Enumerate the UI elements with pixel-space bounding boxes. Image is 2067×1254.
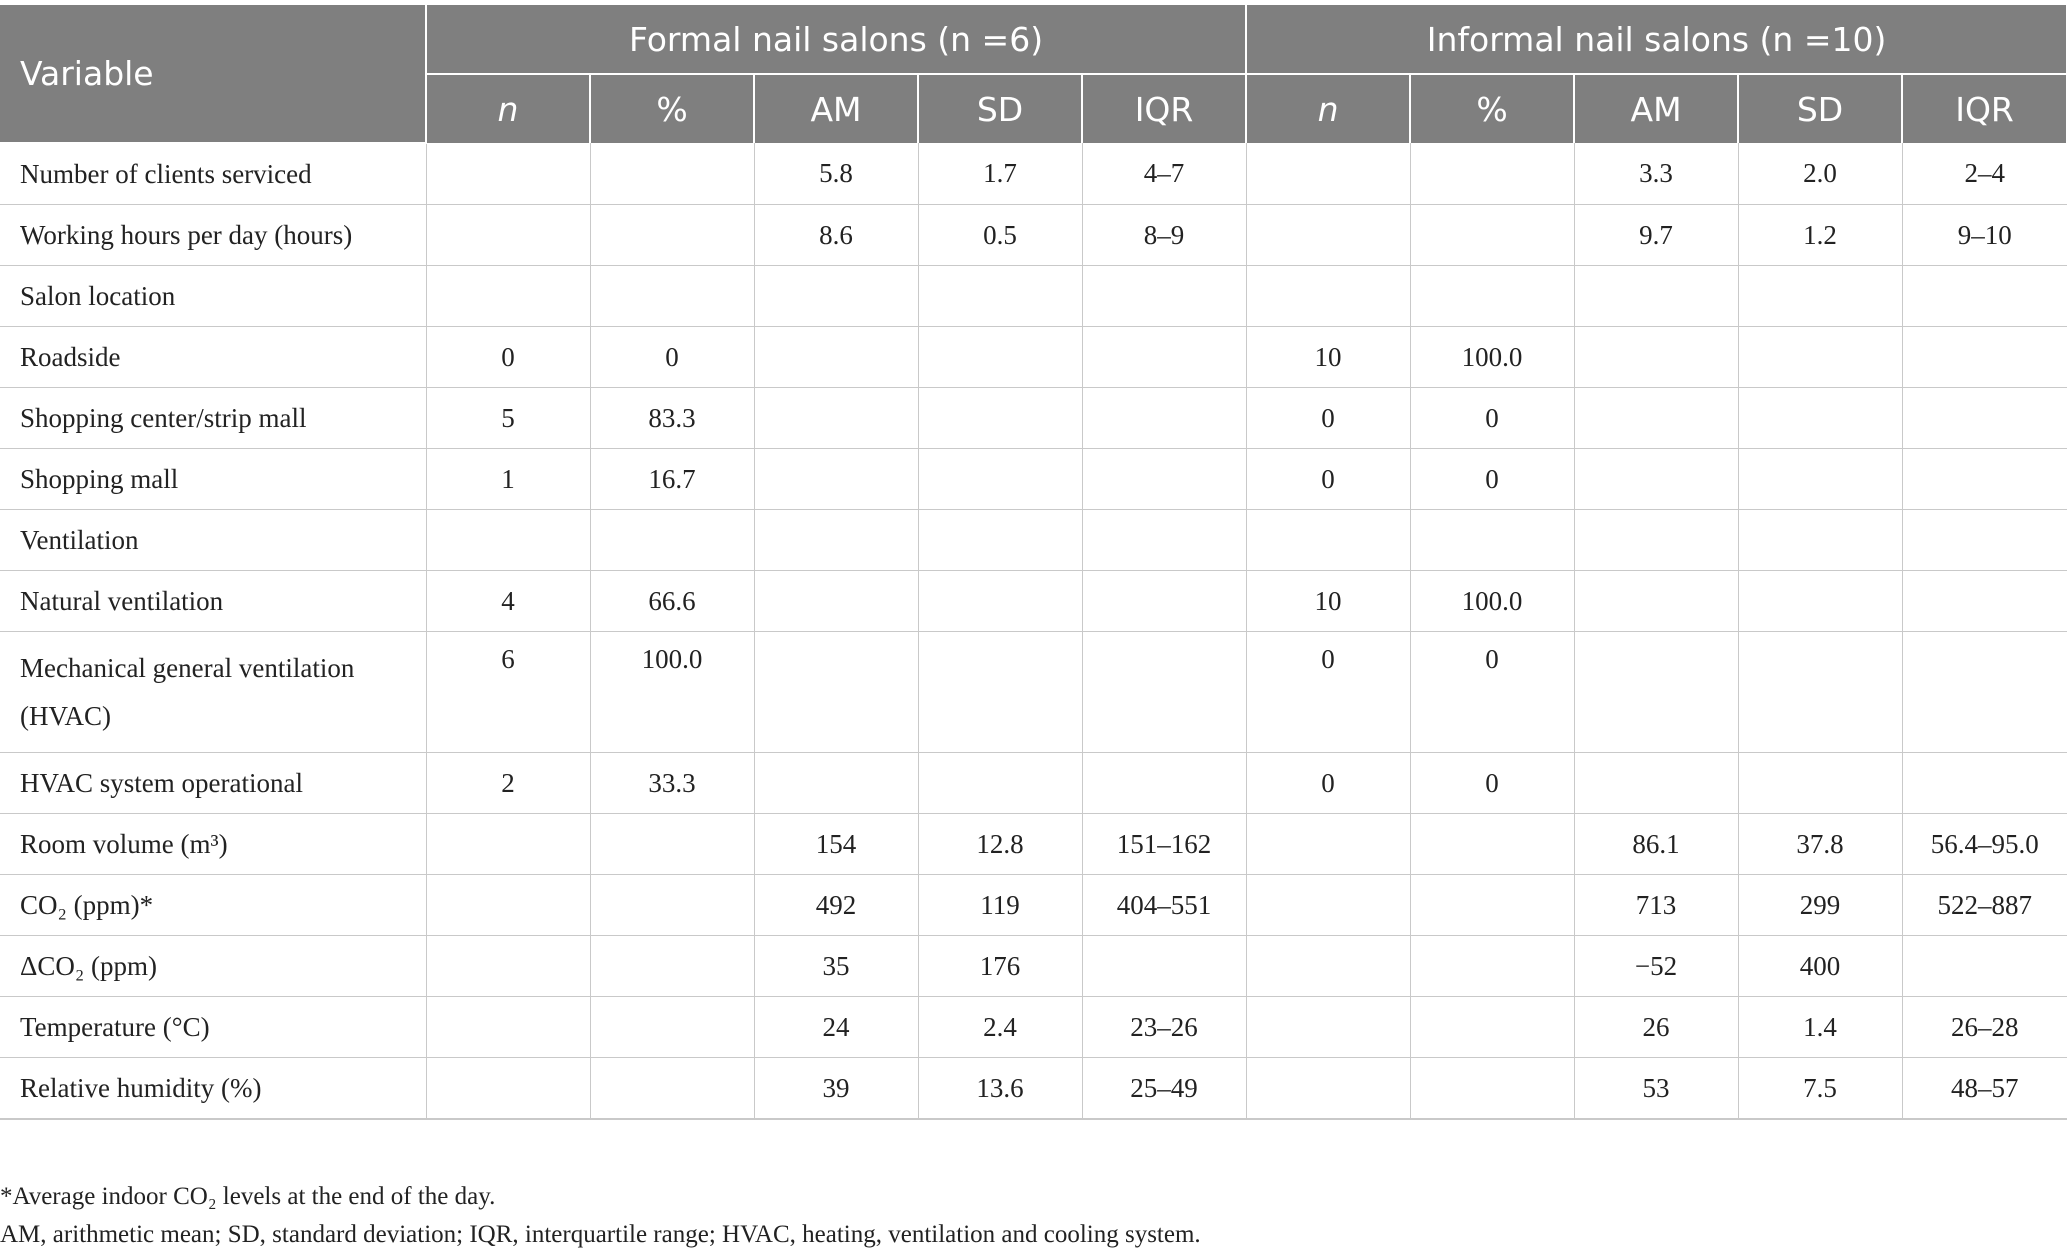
value-cell: 0 [1410, 753, 1574, 814]
value-cell [1246, 205, 1410, 266]
value-cell: 176 [918, 936, 1082, 997]
value-cell [918, 327, 1082, 388]
value-cell [426, 205, 590, 266]
value-cell: 100.0 [1410, 571, 1574, 632]
value-cell [1738, 327, 1902, 388]
value-cell [1246, 510, 1410, 571]
value-cell: 100.0 [1410, 327, 1574, 388]
value-cell: 24 [754, 997, 918, 1058]
value-cell [426, 936, 590, 997]
value-cell: 35 [754, 936, 918, 997]
value-cell: 404–551 [1082, 875, 1246, 936]
sub-header-formal-pct: % [590, 74, 754, 143]
table-row [0, 571, 2067, 632]
value-cell [1410, 1058, 1574, 1119]
value-cell [1902, 449, 2067, 510]
value-cell [1902, 327, 2067, 388]
sub-header-formal-n: n [426, 74, 590, 143]
value-cell [1082, 753, 1246, 814]
value-cell [1574, 266, 1738, 327]
value-cell: 26 [1574, 997, 1738, 1058]
table-row [0, 814, 2067, 875]
value-cell [754, 510, 918, 571]
value-cell [754, 266, 918, 327]
value-cell [1082, 388, 1246, 449]
table-row [0, 1058, 2067, 1119]
value-cell [754, 632, 918, 753]
variable-cell: Salon location [0, 266, 426, 327]
table-row [0, 205, 2067, 266]
table-row [0, 936, 2067, 997]
value-cell [1902, 632, 2067, 753]
footnote-abbreviations: AM, arithmetic mean; SD, standard deviation; IQR, interquartile range; HVAC, heating, ventilation and cooling system. [0, 1221, 1201, 1248]
value-cell: 0 [1410, 388, 1574, 449]
variable-cell: Ventilation [0, 510, 426, 571]
value-cell: 0 [1246, 632, 1410, 753]
footnote-co2: *Average indoor CO₂ levels at the end of the day. [0, 1183, 496, 1210]
variable-cell: Working hours per day (hours) [0, 205, 426, 266]
value-cell [918, 388, 1082, 449]
value-cell: 3.3 [1574, 143, 1738, 205]
value-cell: −52 [1574, 936, 1738, 997]
variable-cell: Roadside [0, 327, 426, 388]
value-cell: 492 [754, 875, 918, 936]
variable-column-header: Variable [0, 5, 426, 143]
value-cell [1082, 449, 1246, 510]
value-cell: 400 [1738, 936, 1902, 997]
value-cell [1902, 266, 2067, 327]
value-cell [590, 814, 754, 875]
value-cell: 4 [426, 571, 590, 632]
value-cell: 86.1 [1574, 814, 1738, 875]
value-cell [590, 510, 754, 571]
value-cell: 2–4 [1902, 143, 2067, 205]
value-cell: 0 [1246, 753, 1410, 814]
variable-cell: Shopping mall [0, 449, 426, 510]
value-cell [1410, 936, 1574, 997]
value-cell [1410, 814, 1574, 875]
table-row [0, 449, 2067, 510]
value-cell: 48–57 [1902, 1058, 2067, 1119]
table-row [0, 875, 2067, 936]
value-cell [1574, 388, 1738, 449]
value-cell: 53 [1574, 1058, 1738, 1119]
table-row [0, 266, 2067, 327]
value-cell [1574, 571, 1738, 632]
data-table [0, 5, 2067, 1119]
value-cell [1902, 388, 2067, 449]
value-cell [1246, 1058, 1410, 1119]
value-cell [1082, 571, 1246, 632]
value-cell [1738, 388, 1902, 449]
value-cell [754, 571, 918, 632]
value-cell [1246, 266, 1410, 327]
value-cell [1410, 997, 1574, 1058]
footnotes [0, 1178, 2067, 1254]
value-cell: 6 [426, 632, 590, 753]
table-header [0, 5, 2067, 143]
value-cell [1738, 632, 1902, 753]
value-cell: 2 [426, 753, 590, 814]
value-cell: 7.5 [1738, 1058, 1902, 1119]
value-cell: 23–26 [1082, 997, 1246, 1058]
value-cell: 1.2 [1738, 205, 1902, 266]
variable-cell: ΔCO₂ (ppm) [0, 936, 426, 997]
value-cell [1246, 814, 1410, 875]
value-cell [1902, 936, 2067, 997]
sub-header-informal-iqr: IQR [1902, 74, 2067, 143]
table-body [0, 143, 2067, 1119]
value-cell: 299 [1738, 875, 1902, 936]
table-row [0, 327, 2067, 388]
table-row [0, 143, 2067, 205]
table-row [0, 997, 2067, 1058]
value-cell [918, 753, 1082, 814]
value-cell: 10 [1246, 327, 1410, 388]
variable-cell: Room volume (m³) [0, 814, 426, 875]
value-cell: 5 [426, 388, 590, 449]
value-cell: 25–49 [1082, 1058, 1246, 1119]
variable-cell: CO₂ (ppm)* [0, 875, 426, 936]
value-cell [426, 143, 590, 205]
value-cell [1738, 449, 1902, 510]
table-row [0, 753, 2067, 814]
value-cell [1082, 632, 1246, 753]
value-cell [1082, 266, 1246, 327]
value-cell [1902, 753, 2067, 814]
value-cell: 2.4 [918, 997, 1082, 1058]
value-cell [1574, 753, 1738, 814]
value-cell [426, 1058, 590, 1119]
value-cell [1246, 936, 1410, 997]
sub-header-formal-am: AM [754, 74, 918, 143]
value-cell: 12.8 [918, 814, 1082, 875]
value-cell [918, 632, 1082, 753]
value-cell [1574, 510, 1738, 571]
value-cell: 8–9 [1082, 205, 1246, 266]
value-cell [1082, 936, 1246, 997]
sub-header-informal-pct: % [1410, 74, 1574, 143]
value-cell [426, 814, 590, 875]
variable-cell: Shopping center/strip mall [0, 388, 426, 449]
value-cell [590, 266, 754, 327]
value-cell [1738, 266, 1902, 327]
value-cell: 0 [1246, 449, 1410, 510]
value-cell: 16.7 [590, 449, 754, 510]
value-cell: 10 [1246, 571, 1410, 632]
value-cell [1246, 997, 1410, 1058]
value-cell [1902, 571, 2067, 632]
value-cell: 522–887 [1902, 875, 2067, 936]
value-cell: 154 [754, 814, 918, 875]
value-cell: 1.7 [918, 143, 1082, 205]
value-cell [590, 936, 754, 997]
value-cell: 8.6 [754, 205, 918, 266]
value-cell: 0 [1410, 449, 1574, 510]
variable-cell: Natural ventilation [0, 571, 426, 632]
value-cell [426, 997, 590, 1058]
value-cell [1738, 510, 1902, 571]
value-cell: 33.3 [590, 753, 754, 814]
value-cell: 0.5 [918, 205, 1082, 266]
formal-group-header: Formal nail salons (n =6) [426, 5, 1246, 74]
sub-header-informal-n: n [1246, 74, 1410, 143]
value-cell: 713 [1574, 875, 1738, 936]
value-cell [1410, 143, 1574, 205]
value-cell: 0 [590, 327, 754, 388]
value-cell [918, 266, 1082, 327]
value-cell [426, 510, 590, 571]
sub-header-informal-sd: SD [1738, 74, 1902, 143]
value-cell: 0 [426, 327, 590, 388]
value-cell: 83.3 [590, 388, 754, 449]
value-cell [754, 449, 918, 510]
value-cell: 1.4 [1738, 997, 1902, 1058]
value-cell: 4–7 [1082, 143, 1246, 205]
variable-cell: Temperature (°C) [0, 997, 426, 1058]
value-cell: 66.6 [590, 571, 754, 632]
value-cell [1410, 510, 1574, 571]
table-row [0, 388, 2067, 449]
value-cell [1902, 510, 2067, 571]
variable-cell: Relative humidity (%) [0, 1058, 426, 1119]
value-cell [1410, 875, 1574, 936]
variable-cell: HVAC system operational [0, 753, 426, 814]
data-table-container [0, 5, 2067, 1120]
value-cell [1410, 205, 1574, 266]
value-cell [1082, 510, 1246, 571]
value-cell [1574, 327, 1738, 388]
value-cell: 9.7 [1574, 205, 1738, 266]
value-cell: 2.0 [1738, 143, 1902, 205]
value-cell [918, 571, 1082, 632]
value-cell: 56.4–95.0 [1902, 814, 2067, 875]
value-cell [1738, 753, 1902, 814]
value-cell [590, 205, 754, 266]
value-cell [426, 875, 590, 936]
value-cell [754, 327, 918, 388]
value-cell: 151–162 [1082, 814, 1246, 875]
value-cell [1574, 632, 1738, 753]
value-cell: 13.6 [918, 1058, 1082, 1119]
table-row [0, 632, 2067, 753]
value-cell [1246, 143, 1410, 205]
variable-cell: Number of clients serviced [0, 143, 426, 205]
value-cell [590, 143, 754, 205]
table-row [0, 510, 2067, 571]
value-cell: 0 [1246, 388, 1410, 449]
value-cell [754, 388, 918, 449]
value-cell [590, 875, 754, 936]
value-cell [1738, 571, 1902, 632]
value-cell [590, 1058, 754, 1119]
value-cell: 26–28 [1902, 997, 2067, 1058]
value-cell [1410, 266, 1574, 327]
value-cell: 0 [1410, 632, 1574, 753]
sub-header-formal-iqr: IQR [1082, 74, 1246, 143]
value-cell [1574, 449, 1738, 510]
variable-cell: Mechanical general ventilation (HVAC) [0, 632, 426, 753]
value-cell [754, 753, 918, 814]
value-cell [426, 266, 590, 327]
informal-group-header: Informal nail salons (n =10) [1246, 5, 2067, 74]
sub-header-informal-am: AM [1574, 74, 1738, 143]
value-cell: 5.8 [754, 143, 918, 205]
value-cell: 39 [754, 1058, 918, 1119]
value-cell [918, 510, 1082, 571]
value-cell: 9–10 [1902, 205, 2067, 266]
value-cell: 1 [426, 449, 590, 510]
value-cell [1246, 875, 1410, 936]
value-cell: 119 [918, 875, 1082, 936]
value-cell [918, 449, 1082, 510]
value-cell [1082, 327, 1246, 388]
value-cell: 37.8 [1738, 814, 1902, 875]
value-cell: 100.0 [590, 632, 754, 753]
sub-header-formal-sd: SD [918, 74, 1082, 143]
value-cell [590, 997, 754, 1058]
